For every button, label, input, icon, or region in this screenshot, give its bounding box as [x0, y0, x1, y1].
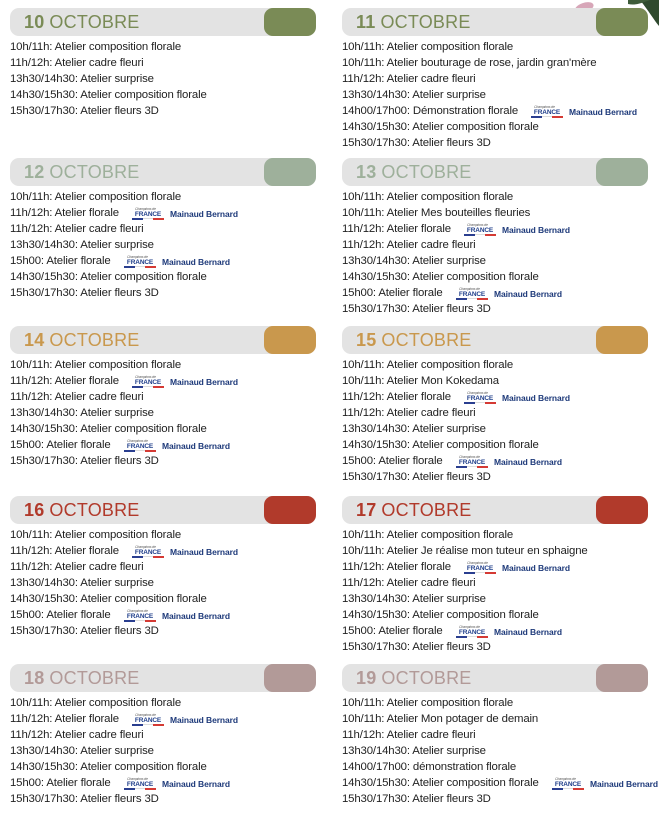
- event-item: [10, 103, 316, 119]
- logo-caption: Champions de: [127, 255, 148, 259]
- event-item: [10, 373, 316, 389]
- champions-badge: [455, 286, 562, 302]
- event-text: 13h30/14h30: Atelier surprise: [342, 745, 486, 757]
- champions-badge: [463, 390, 570, 406]
- event-item: [10, 607, 316, 623]
- day-title: [24, 500, 140, 521]
- event-text: 15h30/17h30: Atelier fleurs 3D: [10, 625, 159, 637]
- day-number: 12: [24, 162, 45, 182]
- florist-name: Mainaud Bernard: [162, 257, 230, 267]
- day-block: [342, 496, 648, 655]
- event-item: [342, 205, 648, 221]
- champions-badge: [123, 438, 230, 454]
- event-text: 10h/11h: Atelier composition florale: [342, 191, 514, 203]
- event-item: [10, 357, 316, 373]
- event-item: [10, 421, 316, 437]
- event-text: 13h30/14h30: Atelier surprise: [342, 593, 486, 605]
- event-item: [342, 791, 648, 807]
- champions-france-logo: [463, 223, 497, 237]
- event-item: [342, 55, 648, 71]
- event-item: [10, 253, 316, 269]
- event-item: [10, 711, 316, 727]
- event-item: [10, 221, 316, 237]
- event-item: [342, 39, 648, 55]
- event-list: [342, 527, 648, 655]
- logo-country: FRANCE: [134, 717, 162, 724]
- event-item: [342, 607, 648, 623]
- logo-country: FRANCE: [466, 565, 494, 572]
- day-month: OCTOBRE: [49, 330, 140, 350]
- event-text: 13h30/14h30: Atelier surprise: [342, 423, 486, 435]
- color-swatch: [596, 664, 648, 692]
- event-text: 15h30/17h30: Atelier fleurs 3D: [342, 137, 491, 149]
- champions-badge: [551, 776, 658, 792]
- florist-name: Mainaud Bernard: [170, 377, 238, 387]
- event-text: 11h/12h: Atelier cadre fleuri: [342, 73, 476, 85]
- event-item: [10, 87, 316, 103]
- event-item: [342, 357, 648, 373]
- champions-france-logo: [551, 777, 585, 791]
- event-item: [10, 775, 316, 791]
- event-item: [10, 437, 316, 453]
- florist-name: Mainaud Bernard: [590, 779, 658, 789]
- event-text: 10h/11h: Atelier composition florale: [10, 41, 182, 53]
- day-header: [342, 664, 648, 692]
- event-text: 14h30/15h30: Atelier composition florale: [342, 609, 539, 621]
- day-title: [356, 668, 472, 689]
- logo-caption: Champions de: [127, 439, 148, 443]
- event-text: 11h/12h: Atelier florale: [342, 561, 451, 573]
- champions-badge: [123, 608, 230, 624]
- florist-name: Mainaud Bernard: [494, 289, 562, 299]
- event-text: 15h30/17h30: Atelier fleurs 3D: [342, 793, 491, 805]
- champions-france-logo: [123, 439, 157, 453]
- event-item: [342, 189, 648, 205]
- day-number: 16: [24, 500, 45, 520]
- champions-france-logo: [455, 625, 489, 639]
- event-text: 13h30/14h30: Atelier surprise: [10, 73, 154, 85]
- logo-country: FRANCE: [458, 629, 486, 636]
- event-item: [10, 591, 316, 607]
- event-text: 11h/12h: Atelier florale: [10, 545, 119, 557]
- color-swatch: [596, 8, 648, 36]
- event-item: [10, 791, 316, 807]
- event-text: 15h00: Atelier florale: [10, 609, 111, 621]
- event-list: [10, 189, 316, 301]
- event-text: 10h/11h: Atelier composition florale: [342, 697, 514, 709]
- event-text: 15h00: Atelier florale: [342, 287, 443, 299]
- day-block: [10, 8, 316, 119]
- day-title: [356, 330, 472, 351]
- logo-country: FRANCE: [126, 613, 154, 620]
- day-number: 17: [356, 500, 377, 520]
- logo-caption: Champions de: [459, 455, 480, 459]
- day-month: OCTOBRE: [381, 668, 472, 688]
- event-item: [10, 623, 316, 639]
- day-header: [342, 158, 648, 186]
- event-item: [10, 759, 316, 775]
- champions-france-logo: [455, 455, 489, 469]
- event-item: [10, 205, 316, 221]
- day-title: [24, 330, 140, 351]
- day-month: OCTOBRE: [49, 12, 140, 32]
- day-number: 19: [356, 668, 377, 688]
- event-text: 11h/12h: Atelier cadre fleuri: [342, 729, 476, 741]
- day-block: [342, 158, 648, 317]
- event-text: 15h30/17h30: Atelier fleurs 3D: [10, 793, 159, 805]
- florist-name: Mainaud Bernard: [569, 107, 637, 117]
- event-item: [342, 543, 648, 559]
- event-text: 10h/11h: Atelier composition florale: [10, 529, 182, 541]
- florist-name: Mainaud Bernard: [162, 779, 230, 789]
- logo-country: FRANCE: [533, 109, 561, 116]
- day-month: OCTOBRE: [381, 162, 472, 182]
- event-item: [342, 711, 648, 727]
- event-list: [10, 357, 316, 469]
- event-text: 14h30/15h30: Atelier composition florale: [10, 761, 207, 773]
- champions-badge: [463, 222, 570, 238]
- florist-name: Mainaud Bernard: [502, 225, 570, 235]
- event-text: 14h30/15h30: Atelier composition florale: [342, 271, 539, 283]
- event-text: 15h30/17h30: Atelier fleurs 3D: [10, 105, 159, 117]
- event-item: [342, 103, 648, 119]
- champions-france-logo: [131, 375, 165, 389]
- event-item: [342, 389, 648, 405]
- event-text: 11h/12h: Atelier cadre fleuri: [342, 577, 476, 589]
- event-text: 14h00/17h00: Démonstration florale: [342, 105, 519, 117]
- event-text: 15h00: Atelier florale: [342, 625, 443, 637]
- logo-caption: Champions de: [555, 777, 576, 781]
- event-item: [342, 527, 648, 543]
- champions-france-logo: [123, 777, 157, 791]
- day-header: [10, 326, 316, 354]
- event-text: 10h/11h: Atelier Mon potager de demain: [342, 713, 539, 725]
- day-block: [10, 496, 316, 639]
- florist-name: Mainaud Bernard: [170, 547, 238, 557]
- event-item: [342, 253, 648, 269]
- day-month: OCTOBRE: [380, 12, 471, 32]
- logo-country: FRANCE: [554, 781, 582, 788]
- champions-badge: [530, 104, 637, 120]
- day-month: OCTOBRE: [381, 330, 472, 350]
- day-month: OCTOBRE: [381, 500, 472, 520]
- event-item: [10, 405, 316, 421]
- event-text: 15h00: Atelier florale: [342, 455, 443, 467]
- event-item: [10, 543, 316, 559]
- event-item: [10, 285, 316, 301]
- champions-france-logo: [131, 207, 165, 221]
- logo-caption: Champions de: [135, 545, 156, 549]
- event-item: [342, 221, 648, 237]
- day-block: [342, 664, 658, 807]
- champions-france-logo: [123, 609, 157, 623]
- event-list: [342, 695, 658, 807]
- logo-caption: Champions de: [135, 713, 156, 717]
- event-text: 15h30/17h30: Atelier fleurs 3D: [10, 287, 159, 299]
- day-header: [10, 664, 316, 692]
- event-text: 14h00/17h00: démonstration florale: [342, 761, 517, 773]
- event-item: [10, 237, 316, 253]
- event-text: 11h/12h: Atelier cadre fleuri: [342, 407, 476, 419]
- logo-country: FRANCE: [126, 259, 154, 266]
- event-text: 11h/12h: Atelier cadre fleuri: [10, 561, 144, 573]
- day-block: [10, 158, 316, 301]
- event-text: 10h/11h: Atelier composition florale: [342, 41, 514, 53]
- event-item: [10, 559, 316, 575]
- event-item: [342, 421, 648, 437]
- champions-france-logo: [455, 287, 489, 301]
- champions-badge: [123, 254, 230, 270]
- event-text: 10h/11h: Atelier composition florale: [10, 359, 182, 371]
- logo-caption: Champions de: [459, 287, 480, 291]
- event-list: [342, 39, 648, 151]
- color-swatch: [264, 326, 316, 354]
- event-text: 15h30/17h30: Atelier fleurs 3D: [342, 641, 491, 653]
- event-text: 14h30/15h30: Atelier composition florale: [10, 271, 207, 283]
- color-swatch: [596, 158, 648, 186]
- event-list: [342, 189, 648, 317]
- champions-badge: [455, 454, 562, 470]
- color-swatch: [264, 8, 316, 36]
- champions-france-logo: [463, 561, 497, 575]
- event-item: [342, 591, 648, 607]
- event-item: [342, 759, 648, 775]
- event-item: [342, 743, 648, 759]
- event-text: 15h30/17h30: Atelier fleurs 3D: [342, 303, 491, 315]
- day-header: [342, 496, 648, 524]
- florist-name: Mainaud Bernard: [162, 611, 230, 621]
- logo-caption: Champions de: [459, 625, 480, 629]
- color-swatch: [264, 664, 316, 692]
- event-text: 13h30/14h30: Atelier surprise: [10, 407, 154, 419]
- event-item: [342, 695, 648, 711]
- event-list: [10, 527, 316, 639]
- florist-name: Mainaud Bernard: [502, 563, 570, 573]
- event-item: [10, 743, 316, 759]
- event-item: [342, 559, 648, 575]
- event-text: 14h30/15h30: Atelier composition florale: [342, 777, 539, 789]
- color-swatch: [596, 326, 648, 354]
- event-item: [342, 639, 648, 655]
- day-title: [24, 668, 140, 689]
- event-item: [342, 285, 648, 301]
- champions-badge: [131, 544, 238, 560]
- event-item: [342, 469, 648, 485]
- event-text: 14h30/15h30: Atelier composition florale: [342, 121, 539, 133]
- event-text: 14h30/15h30: Atelier composition florale: [342, 439, 539, 451]
- event-item: [342, 269, 648, 285]
- event-text: 13h30/14h30: Atelier surprise: [342, 89, 486, 101]
- champions-badge: [131, 712, 238, 728]
- event-text: 15h00: Atelier florale: [10, 777, 111, 789]
- event-text: 11h/12h: Atelier cadre fleuri: [10, 729, 144, 741]
- event-item: [342, 71, 648, 87]
- day-block: [10, 664, 316, 807]
- event-text: 10h/11h: Atelier composition florale: [10, 191, 182, 203]
- event-item: [10, 527, 316, 543]
- day-title: [24, 12, 140, 33]
- florist-name: Mainaud Bernard: [494, 457, 562, 467]
- event-item: [342, 453, 648, 469]
- event-text: 10h/11h: Atelier composition florale: [342, 359, 514, 371]
- event-text: 10h/11h: Atelier Je réalise mon tuteur en sphaigne: [342, 545, 588, 557]
- event-text: 15h30/17h30: Atelier fleurs 3D: [342, 471, 491, 483]
- event-item: [342, 135, 648, 151]
- event-item: [342, 575, 648, 591]
- event-item: [10, 575, 316, 591]
- color-swatch: [264, 496, 316, 524]
- logo-caption: Champions de: [135, 207, 156, 211]
- logo-country: FRANCE: [126, 443, 154, 450]
- event-list: [10, 39, 316, 119]
- champions-france-logo: [123, 255, 157, 269]
- event-item: [10, 727, 316, 743]
- event-text: 10h/11h: Atelier bouturage de rose, jardin gran'mère: [342, 57, 597, 69]
- logo-caption: Champions de: [127, 777, 148, 781]
- logo-country: FRANCE: [126, 781, 154, 788]
- event-text: 13h30/14h30: Atelier surprise: [10, 239, 154, 251]
- day-header: [342, 8, 648, 36]
- event-text: 11h/12h: Atelier florale: [10, 713, 119, 725]
- day-number: 15: [356, 330, 377, 350]
- event-text: 11h/12h: Atelier florale: [10, 207, 119, 219]
- day-month: OCTOBRE: [49, 162, 140, 182]
- event-text: 15h00: Atelier florale: [10, 255, 111, 267]
- event-text: 11h/12h: Atelier cadre fleuri: [10, 391, 144, 403]
- champions-badge: [455, 624, 562, 640]
- florist-name: Mainaud Bernard: [502, 393, 570, 403]
- event-list: [342, 357, 648, 485]
- event-text: 11h/12h: Atelier florale: [342, 223, 451, 235]
- event-text: 13h30/14h30: Atelier surprise: [342, 255, 486, 267]
- logo-caption: Champions de: [467, 561, 488, 565]
- logo-country: FRANCE: [134, 211, 162, 218]
- event-item: [10, 695, 316, 711]
- event-item: [342, 623, 648, 639]
- day-title: [24, 162, 140, 183]
- day-header: [10, 158, 316, 186]
- logo-caption: Champions de: [467, 223, 488, 227]
- day-block: [342, 8, 648, 151]
- color-swatch: [264, 158, 316, 186]
- florist-name: Mainaud Bernard: [170, 209, 238, 219]
- day-number: 11: [356, 12, 376, 32]
- color-swatch: [596, 496, 648, 524]
- day-month: OCTOBRE: [49, 500, 140, 520]
- event-item: [342, 301, 648, 317]
- event-text: 14h30/15h30: Atelier composition florale: [10, 593, 207, 605]
- event-item: [10, 189, 316, 205]
- champions-france-logo: [463, 391, 497, 405]
- logo-country: FRANCE: [134, 379, 162, 386]
- logo-caption: Champions de: [534, 105, 555, 109]
- event-item: [10, 269, 316, 285]
- event-item: [342, 775, 658, 791]
- event-list: [10, 695, 316, 807]
- day-block: [10, 326, 316, 469]
- florist-name: Mainaud Bernard: [162, 441, 230, 451]
- event-item: [10, 71, 316, 87]
- florist-name: Mainaud Bernard: [494, 627, 562, 637]
- event-item: [10, 55, 316, 71]
- event-text: 15h00: Atelier florale: [10, 439, 111, 451]
- logo-caption: Champions de: [135, 375, 156, 379]
- event-item: [342, 237, 648, 253]
- event-item: [10, 389, 316, 405]
- logo-country: FRANCE: [466, 395, 494, 402]
- day-title: [356, 12, 471, 33]
- champions-badge: [463, 560, 570, 576]
- champions-badge: [131, 206, 238, 222]
- event-text: 11h/12h: Atelier cadre fleuri: [10, 57, 144, 69]
- event-item: [342, 405, 648, 421]
- logo-caption: Champions de: [127, 609, 148, 613]
- champions-badge: [123, 776, 230, 792]
- logo-country: FRANCE: [458, 459, 486, 466]
- event-text: 14h30/15h30: Atelier composition florale: [10, 89, 207, 101]
- event-text: 11h/12h: Atelier florale: [10, 375, 119, 387]
- event-item: [342, 87, 648, 103]
- day-header: [342, 326, 648, 354]
- florist-name: Mainaud Bernard: [170, 715, 238, 725]
- event-text: 13h30/14h30: Atelier surprise: [10, 745, 154, 757]
- logo-country: FRANCE: [466, 227, 494, 234]
- logo-country: FRANCE: [134, 549, 162, 556]
- day-number: 18: [24, 668, 45, 688]
- day-header: [10, 8, 316, 36]
- day-month: OCTOBRE: [49, 668, 140, 688]
- logo-caption: Champions de: [467, 391, 488, 395]
- champions-france-logo: [530, 105, 564, 119]
- event-item: [10, 39, 316, 55]
- event-text: 10h/11h: Atelier Mon Kokedama: [342, 375, 499, 387]
- event-text: 11h/12h: Atelier cadre fleuri: [10, 223, 144, 235]
- event-text: 10h/11h: Atelier composition florale: [342, 529, 514, 541]
- day-number: 14: [24, 330, 45, 350]
- day-header: [10, 496, 316, 524]
- logo-country: FRANCE: [458, 291, 486, 298]
- event-text: 10h/11h: Atelier composition florale: [10, 697, 182, 709]
- event-text: 14h30/15h30: Atelier composition florale: [10, 423, 207, 435]
- event-text: 13h30/14h30: Atelier surprise: [10, 577, 154, 589]
- day-number: 10: [24, 12, 45, 32]
- champions-france-logo: [131, 713, 165, 727]
- day-block: [342, 326, 648, 485]
- day-number: 13: [356, 162, 377, 182]
- event-item: [342, 119, 648, 135]
- champions-france-logo: [131, 545, 165, 559]
- event-item: [342, 437, 648, 453]
- day-title: [356, 500, 472, 521]
- event-text: 15h30/17h30: Atelier fleurs 3D: [10, 455, 159, 467]
- event-text: 11h/12h: Atelier cadre fleuri: [342, 239, 476, 251]
- event-text: 11h/12h: Atelier florale: [342, 391, 451, 403]
- event-item: [10, 453, 316, 469]
- event-text: 10h/11h: Atelier Mes bouteilles fleuries: [342, 207, 531, 219]
- event-item: [342, 373, 648, 389]
- champions-badge: [131, 374, 238, 390]
- day-title: [356, 162, 472, 183]
- event-item: [342, 727, 648, 743]
